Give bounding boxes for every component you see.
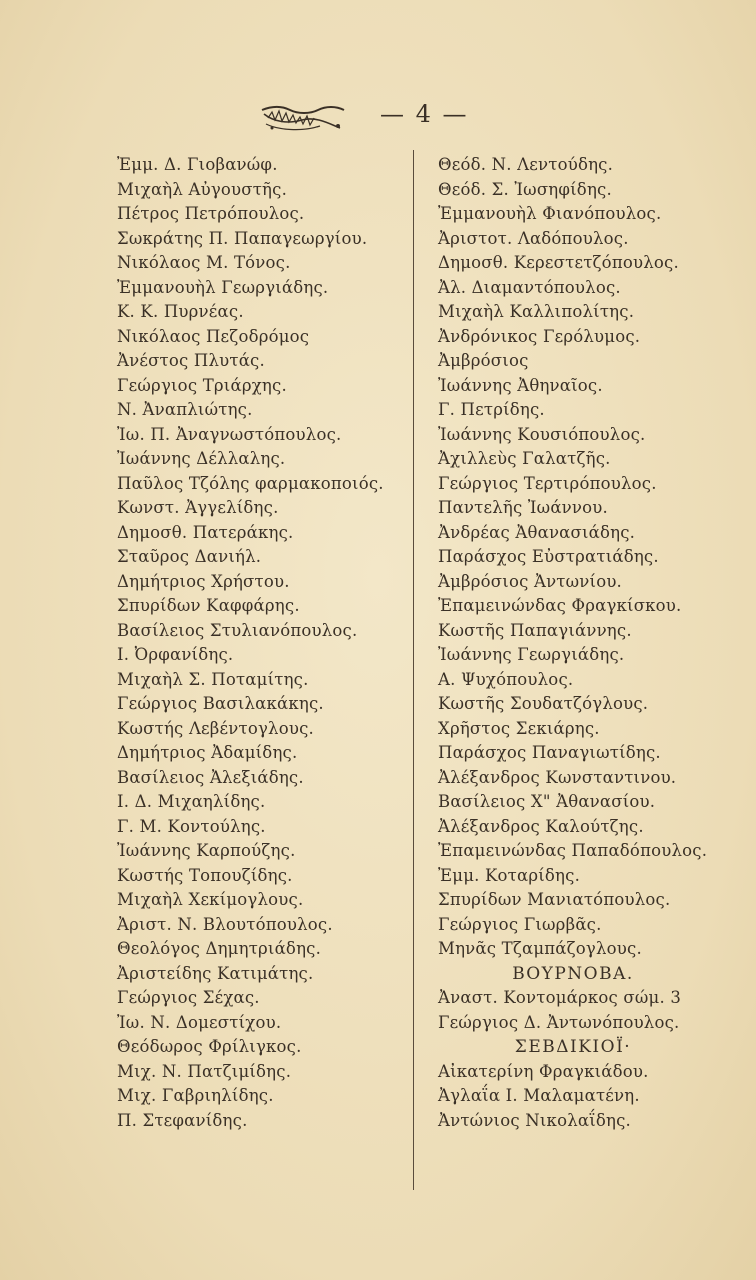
name-entry: Γεώργιος Σέχας. bbox=[117, 988, 260, 1007]
name-entry: Ἀχιλλεὺς Γαλατζῆς. bbox=[438, 449, 611, 468]
name-entry: Ἰωάννης Κουσιόπουλος. bbox=[438, 424, 646, 444]
name-entry: Ἀνδρέας Ἀθανασιάδης. bbox=[438, 522, 636, 542]
right-column bbox=[438, 153, 738, 1133]
name-entry: Δημοσθ. Κερεστετζόπουλος. bbox=[438, 253, 679, 272]
name-entry: Κωνστ. Ἀγγελίδης. bbox=[117, 498, 279, 517]
name-entry: Μιχαὴλ Χεκίμογλους. bbox=[117, 890, 304, 909]
name-entry: Ἀλέξανδρος Καλούτζης. bbox=[438, 816, 644, 836]
name-entry: Α. Ψυχόπουλος. bbox=[438, 669, 574, 689]
name-entry: Ἀμβρόσιος bbox=[438, 351, 529, 370]
name-entry: Κωστῆς Παπαγιάννης. bbox=[438, 620, 632, 640]
name-entry: Ι. Ὀρφανίδης. bbox=[117, 645, 234, 664]
name-entry: Ἀνέστος Πλυτάς. bbox=[117, 351, 265, 370]
name-entry: Κ. Κ. Πυρνέας. bbox=[117, 302, 244, 321]
name-entry: Σπυρίδων Μανιατόπουλος. bbox=[438, 890, 671, 909]
name-entry: Ἐμμανουὴλ Γεωργιάδης. bbox=[117, 277, 329, 297]
name-entry: Σταῦρος Δανιήλ. bbox=[117, 547, 262, 566]
name-entry: Ἰω. Ν. Δομεστίχου. bbox=[117, 1012, 282, 1032]
name-entry: Ἀριστ. Ν. Βλουτόπουλος. bbox=[117, 914, 333, 934]
name-entry: Ἐπαμεινώνδας Φραγκίσκου. bbox=[438, 596, 682, 615]
name-entry: Ἀλέξανδρος Κωνσταντινου. bbox=[438, 767, 677, 787]
name-entry: Βασίλειος Στυλιανόπουλος. bbox=[117, 620, 358, 640]
name-entry: Ἀντώνιος Νικολαΐδης. bbox=[438, 1110, 631, 1130]
ornament-icon bbox=[258, 102, 346, 134]
name-entry: Ἐμμ. Κοταρίδης. bbox=[438, 865, 581, 885]
name-entry: Πέτρος Πετρόπουλος. bbox=[117, 204, 305, 223]
name-entry: Κωστής Λεβέντογλους. bbox=[117, 718, 314, 738]
section-heading: ΒΟΥΡΝΟΒΑ. bbox=[512, 963, 634, 984]
name-entry: Π. Στεφανίδης. bbox=[117, 1110, 248, 1130]
name-entry: Ἰω. Π. Ἀναγνωστόπουλος. bbox=[117, 424, 342, 444]
left-column bbox=[117, 153, 407, 1133]
name-entry: Αἰκατερίνη Φραγκιάδου. bbox=[438, 1061, 649, 1081]
section-heading: ΣΕΒΔΙΚΙΟΪ· bbox=[514, 1037, 632, 1057]
name-entry: Γεώργιος Τριάρχης. bbox=[117, 375, 287, 395]
name-entry: Ἀλ. Διαμαντόπουλος. bbox=[438, 277, 621, 297]
name-entry: Γεώργιος Βασιλακάκης. bbox=[117, 694, 324, 713]
name-entry: Ἐμμανουὴλ Φιανόπουλος. bbox=[438, 204, 662, 223]
name-entry: Νικόλαος Μ. Τόνος. bbox=[117, 253, 291, 272]
name-entry: Γ. Μ. Κοντούλης. bbox=[117, 816, 266, 836]
name-entry: Σπυρίδων Καφφάρης. bbox=[117, 596, 300, 615]
name-entry: Παράσχος Παναγιωτίδης. bbox=[438, 743, 661, 762]
name-entry: Σωκράτης Π. Παπαγεωργίου. bbox=[117, 228, 368, 248]
name-entry: Ἰωάννης Καρπούζης. bbox=[117, 841, 296, 860]
page-header bbox=[0, 98, 756, 138]
name-entry: Παντελῆς Ἰωάννου. bbox=[438, 498, 608, 517]
name-entry: Θεόδωρος Φρίλιγκος. bbox=[117, 1037, 302, 1056]
name-entry: Ἀναστ. Κοντομάρκος σώμ. 3 bbox=[438, 988, 682, 1007]
name-entry: Ἐμμ. Δ. Γιοβανώφ. bbox=[117, 155, 278, 174]
name-entry: Μιχαὴλ Σ. Ποταμίτης. bbox=[117, 669, 309, 689]
name-entry: Μιχ. Γαβριηλίδης. bbox=[117, 1086, 274, 1105]
name-entry: Θεόδ. Ν. Λεντούδης. bbox=[438, 155, 614, 174]
name-entry: Κωστής Τοπουζίδης. bbox=[117, 865, 293, 885]
name-entry: Μιχαὴλ Αὐγουστῆς. bbox=[117, 179, 288, 199]
name-entry: Ἰωάννης Ἀθηναῖος. bbox=[438, 375, 603, 395]
name-entry: Βασίλειος Χ" Ἀθανασίου. bbox=[438, 792, 656, 811]
name-entry: Ι. Δ. Μιχαηλίδης. bbox=[117, 792, 266, 811]
name-entry: Βασίλειος Ἀλεξιάδης. bbox=[117, 767, 304, 787]
name-entry: Γεώργιος Τερτιρόπουλος. bbox=[438, 473, 657, 493]
name-entry: Δημοσθ. Πατεράκης. bbox=[117, 522, 294, 542]
name-entry: Ἀριστείδης Κατιμάτης. bbox=[117, 963, 314, 983]
name-entry: Ἀγλαΐα Ι. Μαλαματένη. bbox=[438, 1086, 640, 1105]
column-divider bbox=[413, 150, 414, 1190]
name-entry: Παῦλος Τζόλης φαρμακοποιός. bbox=[117, 473, 384, 493]
name-entry: Ἐπαμεινώνδας Παπαδόπουλος. bbox=[438, 841, 708, 860]
name-entry: Παράσχος Εὐστρατιάδης. bbox=[438, 547, 659, 566]
name-entry: Θεόδ. Σ. Ἰωσηφίδης. bbox=[438, 179, 612, 199]
name-entry: Δημήτριος Χρήστου. bbox=[117, 571, 290, 591]
name-entry: Γ. Πετρίδης. bbox=[438, 400, 545, 419]
name-entry: Γεώργιος Δ. Ἀντωνόπουλος. bbox=[438, 1012, 680, 1032]
page-number: — 4 — bbox=[380, 100, 469, 128]
name-entry: Ἰωάννης Γεωργιάδης. bbox=[438, 645, 625, 664]
name-entry: Μιχαὴλ Καλλιπολίτης. bbox=[438, 302, 635, 321]
name-entry: Κωστῆς Σουδατζόγλους. bbox=[438, 694, 649, 713]
name-entry: Ἀνδρόνικος Γερόλυμος. bbox=[438, 326, 641, 346]
name-entry: Μιχ. Ν. Πατζιμίδης. bbox=[117, 1061, 292, 1081]
name-entry: Δημήτριος Ἀδαμίδης. bbox=[117, 743, 298, 762]
name-entry: Ἰωάννης Δέλλαλης. bbox=[117, 449, 286, 468]
name-entry: Γεώργιος Γιωρβᾶς. bbox=[438, 914, 602, 934]
name-entry: Θεολόγος Δημητριάδης. bbox=[117, 939, 322, 958]
name-entry: Ἀμβρόσιος Ἀντωνίου. bbox=[438, 571, 623, 591]
name-entry: Μηνᾶς Τζαμπάζογλους. bbox=[438, 939, 642, 958]
name-entry: Ν. Ἀναπλιώτης. bbox=[117, 400, 253, 419]
name-entry: Νικόλαος Πεζοδρόμος bbox=[117, 326, 310, 346]
name-entry: Ἀριστοτ. Λαδόπουλος. bbox=[438, 228, 629, 248]
name-entry: Χρῆστος Σεκιάρης. bbox=[438, 718, 600, 738]
